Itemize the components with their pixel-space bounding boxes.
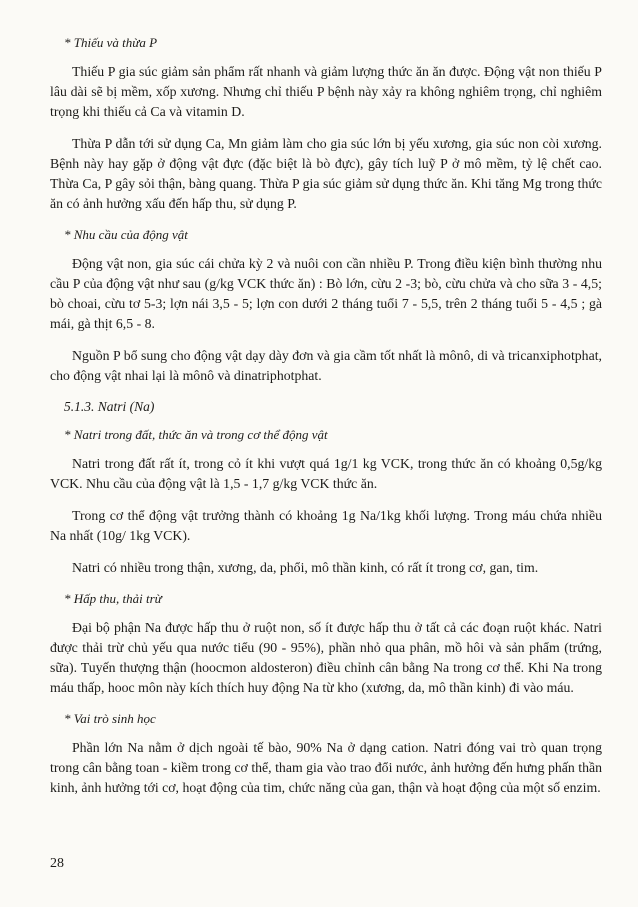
paragraph-p-deficiency: Thiếu P gia súc giảm sản phẩm rất nhanh và giảm lượng thức ăn ăn được. Động vật non thiếu P lâu dài sẽ bị mềm, xốp xương. Nhưng chỉ thiếu P bệnh này xảy ra không nghiêm trọng, chỉ nghiêm trọng khi thiếu cả Ca và vitamin D. xyxy=(50,64,602,119)
paragraph-p-requirements: Động vật non, gia súc cái chửa kỳ 2 và nuôi con cần nhiều P. Trong điều kiện bình thường nhu cầu P của động vật như sau (g/kg VCK thức ăn) : Bò lớn, cừu 2 -3; bò, cừu chửa và cho sữa 3 - 4,5; bò choai, cừu tơ 5-3; lợn nái 3,5 - 5; lợn con dưới 2 tháng tuổi 7 - 5,5, trên 2 tháng tuổi 5 - 4,5 ; gà mái, gà thịt 6,5 - 8. xyxy=(50,256,602,331)
paragraph-sodium-organs: Natri có nhiều trong thận, xương, da, phổi, mô thần kinh, có rất ít trong cơ, gan, tim. xyxy=(72,560,539,575)
paragraph-sodium-soil-feed: Natri trong đất rất ít, trong cỏ ít khi vượt quá 1g/1 kg VCK, trong thức ăn có khoảng 0,5g/kg VCK. Nhu cầu của động vật là 1,5 - 1,7 g/kg VCK thức ăn. xyxy=(50,456,602,491)
subheading-p-deficiency-excess: * Thiếu và thừa P xyxy=(64,35,158,50)
paragraph-sodium-role: Phần lớn Na nằm ở dịch ngoài tế bào, 90% Na ở dạng cation. Natri đóng vai trò quan trọng trong cân bằng toan - kiềm trong cơ thể, tham gia vào trao đổi nước, ảnh hưởng đến hưng phấn thần kinh, ảnh hưởng tới cơ, hoạt động của tim, chức năng của gan, thận và hoạt động của một số enzim. xyxy=(50,740,602,795)
page-content xyxy=(50,34,602,810)
subheading-sodium-sources: * Natri trong đất, thức ăn và trong cơ thể động vật xyxy=(64,427,328,442)
paragraph-p-supplement: Nguồn P bổ sung cho động vật dạy dày đơn và gia cầm tốt nhất là mônô, di và tricanxiphotphat, cho động vật nhai lại là mônô và dinatriphotphat. xyxy=(50,348,602,383)
page-number: 28 xyxy=(50,856,64,871)
subheading-biological-role: * Vai trò sinh học xyxy=(64,711,156,726)
subheading-absorption-excretion: * Hấp thu, thải trừ xyxy=(64,591,162,606)
subheading-animal-requirements: * Nhu cầu của động vật xyxy=(64,227,188,242)
paragraph-sodium-body: Trong cơ thể động vật trưởng thành có khoảng 1g Na/1kg khối lượng. Trong máu chứa nhiều Na nhất (10g/ 1kg VCK). xyxy=(50,508,602,543)
paragraph-p-excess: Thừa P dẫn tới sử dụng Ca, Mn giảm làm cho gia súc lớn bị yếu xương, gia súc non còi xương. Bệnh này hay gặp ở động vật đực (đặc biệt là bò đực), gây tích luỹ P ở mô mềm, tỷ lệ chết cao. Thừa Ca, P gây sỏi thận, bàng quang. Thừa P gia súc giảm sử dụng thức ăn. Khi tăng Mg trong thức ăn có ảnh hưởng xấu đến hấp thu, sử dụng P. xyxy=(50,136,602,211)
section-title-sodium: 5.1.3. Natri (Na) xyxy=(64,399,155,414)
paragraph-sodium-absorption: Đại bộ phận Na được hấp thu ở ruột non, số ít được hấp thu ở tất cả các đoạn ruột khác. Natri được thải trừ chủ yếu qua nước tiểu (90 - 95%), phần nhỏ qua phân, mồ hôi và sản phẩm (trứng, sữa). Tuyến thượng thận (hoocmon aldosteron) điều chỉnh cân bằng Na trong cơ thể. Khi Na trong máu thấp, hooc môn này kích thích huy động Na từ kho (xương, da, mô thần kinh) đi vào máu. xyxy=(50,620,602,695)
